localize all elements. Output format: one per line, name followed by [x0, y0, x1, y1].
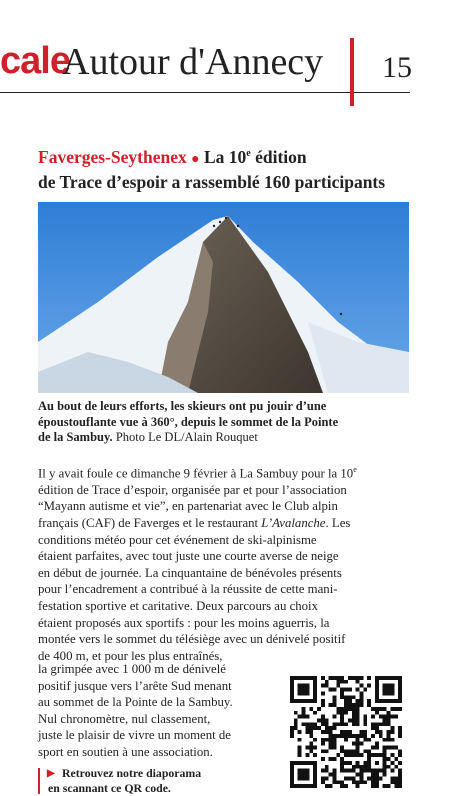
mountain-photo: [38, 202, 409, 393]
promo-accent-bar: [38, 768, 40, 794]
body-line: sport en soutien à une association.: [38, 744, 213, 759]
body-superscript: e: [353, 465, 357, 474]
article-body: [38, 462, 413, 664]
bullet-dot-icon: ●: [191, 151, 200, 167]
body-line: étaient proposés aux sportifs : pour les moins aguerris, la: [38, 615, 330, 630]
section-title: Autour d'Annecy: [62, 41, 324, 83]
caption-bold-line1: Au bout de leurs efforts, les skieurs ont pu jouir d’une: [38, 399, 327, 413]
headline-part1: La 10: [203, 146, 247, 167]
body-line: de 400 m, et pour les plus entraînés,: [38, 648, 223, 663]
body-line: positif jusque vers l’arête Sud menant: [38, 678, 232, 693]
body-line: au sommet de la Pointe de la Sambuy.: [38, 695, 233, 710]
headline-part2: édition: [250, 146, 307, 167]
headline-superscript: e: [246, 148, 251, 159]
body-line: français (CAF) de Faverges et le restaurant: [38, 516, 262, 531]
article-headline: [38, 143, 418, 193]
body-line: pour l’encadrement a contribué à la réussite de cette mani-: [38, 582, 338, 597]
photo-caption: [38, 399, 414, 446]
article-body-narrow: [38, 661, 276, 761]
header-rule: [0, 92, 410, 93]
page-header: [0, 38, 451, 108]
headline-line2: de Trace d’espoir a rassemblé 160 participants: [38, 171, 386, 192]
body-line: étaient parfaites, avec tout juste une courte averse de neige: [38, 549, 339, 564]
qr-code[interactable]: [290, 676, 402, 788]
body-line: montée vers le sommet du télésiège avec un dénivelé positif: [38, 632, 346, 647]
body-line: . Les: [325, 516, 351, 531]
promo-line1: Retrouvez notre diaporama: [62, 766, 202, 780]
restaurant-name: L’Avalanche: [261, 516, 326, 531]
caption-bold-line2: époustouflante vue à 360°, depuis le sommet de la Pointe: [38, 414, 339, 429]
body-line: édition de Trace d’espoir, organisée par et pour l’association: [38, 482, 347, 497]
play-arrow-icon: ▶: [47, 768, 55, 779]
section-label-fragment: cale: [0, 40, 70, 82]
headline-location: Faverges-Seythenex: [38, 146, 187, 167]
promo-line2: en scannant ce QR code.: [48, 781, 171, 795]
body-line: juste le plaisir de vivre un moment de: [38, 728, 231, 743]
body-line: conditions météo pour cet événement de ski-alpinisme: [38, 532, 317, 547]
body-line: Il y avait foule ce dimanche 9 février à La Sambuy pour la 10: [38, 466, 354, 481]
caption-credit: Photo Le DL/Alain Rouquet: [112, 430, 258, 444]
page-number: 15: [382, 51, 412, 84]
body-line: festation sportive et caritative. Deux parcours au choix: [38, 599, 319, 614]
body-line: la grimpée avec 1 000 m de dénivelé: [38, 662, 226, 676]
header-accent-bar: [350, 38, 354, 106]
body-line: Nul chronomètre, nul classement,: [38, 711, 211, 726]
caption-bold-line3: de la Sambuy.: [38, 430, 113, 444]
body-line: en début de journée. La cinquantaine de bénévoles présents: [38, 565, 342, 580]
body-line: “Mayann autisme et vie”, en partenariat avec le Club alpin: [38, 499, 338, 514]
